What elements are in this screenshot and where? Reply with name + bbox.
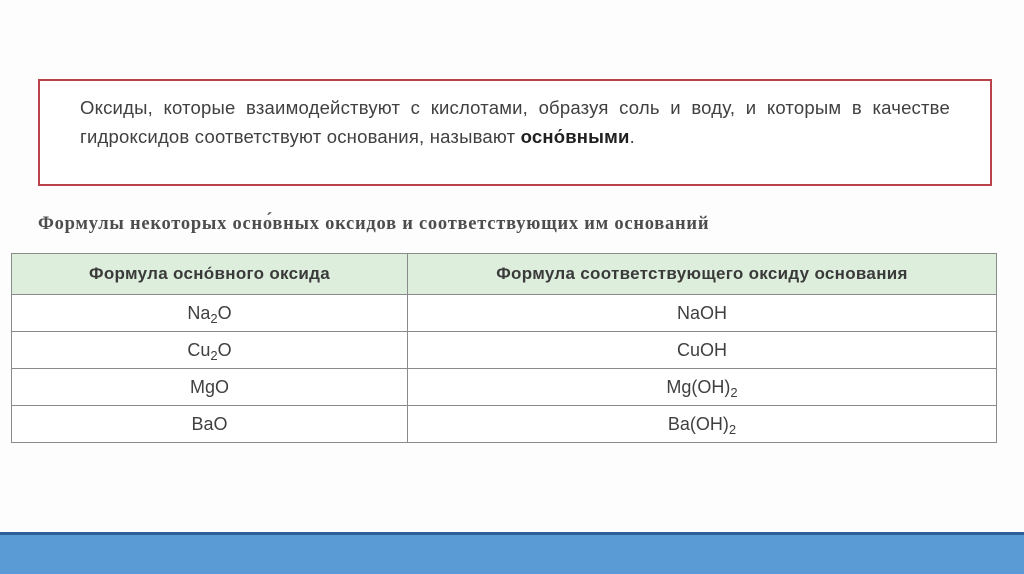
- hydroxide-cell: [408, 332, 997, 369]
- definition-box: [38, 79, 992, 186]
- table-row: [12, 369, 997, 406]
- oxide-cell: [12, 332, 408, 369]
- header-oxide-formula: Формула осно́вного оксида: [12, 254, 408, 295]
- oxide-cell: [12, 369, 408, 406]
- table-caption: Формулы некоторых осно́вных оксидов и соответствующих им оснований: [38, 214, 710, 234]
- hydroxide-cell: [408, 406, 997, 443]
- formula-tail: O: [217, 302, 232, 323]
- formula-subscript: 2: [210, 347, 218, 363]
- formula-base: Cu: [187, 339, 211, 360]
- table-row: [12, 295, 997, 332]
- formula-base: MgO: [189, 376, 229, 397]
- footer-bar: [0, 532, 1024, 574]
- definition-text: [80, 93, 950, 151]
- formula-base: Mg(OH): [666, 376, 731, 397]
- oxide-table: [11, 253, 997, 443]
- hydroxide-cell: [408, 295, 997, 332]
- formula-base: NaOH: [676, 302, 727, 323]
- formula-base: Ba(OH): [667, 413, 729, 434]
- definition-term: осно́вными: [520, 126, 630, 147]
- header-base-formula: Формула соответствующего оксиду основания: [408, 254, 997, 295]
- table-header-row: [12, 254, 997, 295]
- oxide-cell: [12, 406, 408, 443]
- definition-text-before: Оксиды, которые взаимодействуют с кислотами, образуя соль и воду, и которым в качестве гидроксидов соответствуют основания, называют: [80, 97, 950, 147]
- formula-base: Na: [187, 302, 211, 323]
- formula-base: BaO: [191, 413, 228, 434]
- formula-base: CuOH: [676, 339, 727, 360]
- table-row: [12, 406, 997, 443]
- table-row: [12, 332, 997, 369]
- formula-subscript: 2: [210, 310, 218, 326]
- formula-subscript: 2: [728, 421, 737, 437]
- formula-tail: O: [217, 339, 232, 360]
- definition-text-after: .: [629, 126, 635, 147]
- oxide-cell: [12, 295, 408, 332]
- hydroxide-cell: [408, 369, 997, 406]
- formula-subscript: 2: [730, 384, 738, 400]
